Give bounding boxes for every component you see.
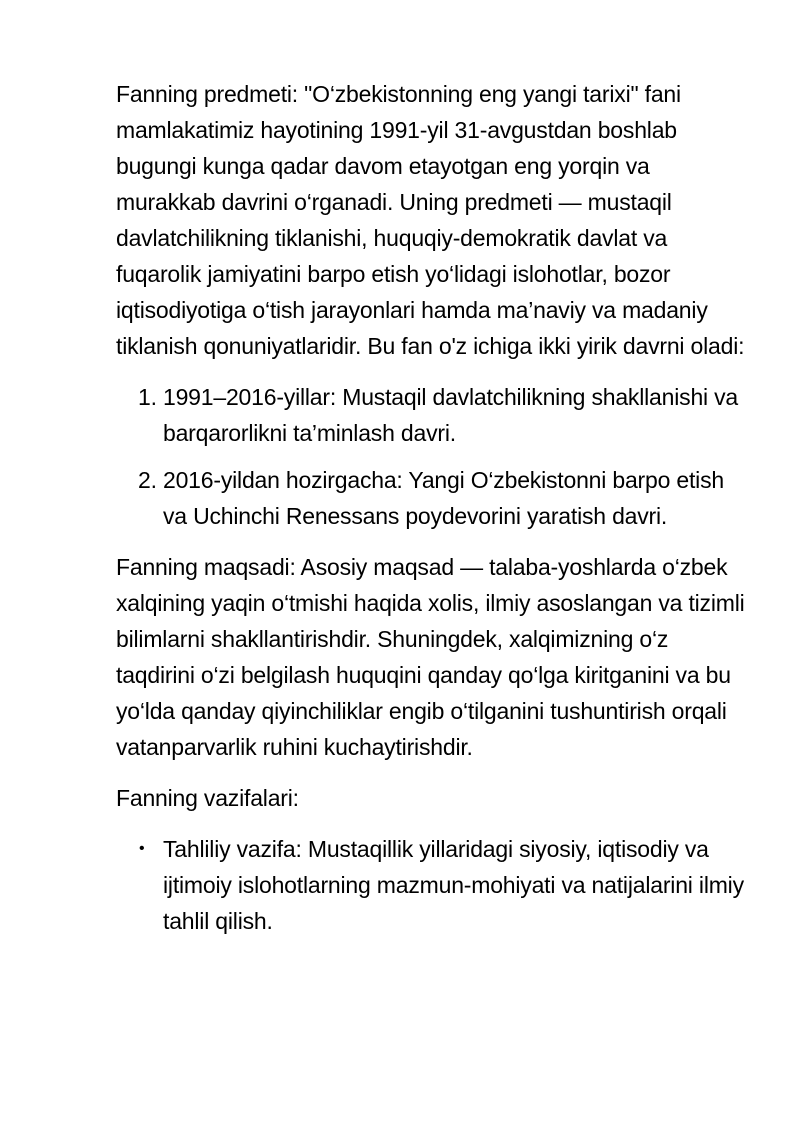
tasks-list: [116, 831, 746, 939]
subject-paragraph: Fanning predmeti: "O‘zbekistonning eng yangi tarixi" fani mamlakatimiz hayotining 1991-yil 31-avgustdan boshlab bugungi kunga qadar davom etayotgan eng yorqin va murakkab davrini o‘rganadi. Uning predmeti — mustaqil davlatchilikning tiklanishi, huquqiy-demokratik davlat va fuqarolik jamiyatini barpo etish yo‘lidagi islohotlar, bozor iqtisodiyotiga o‘tish jarayonlari hamda ma’naviy va madaniy tiklanish qonuniyatlaridir. Bu fan o'z ichiga ikki yirik davrni oladi:: [116, 81, 745, 359]
periods-list: [116, 379, 746, 534]
list-item: [163, 462, 746, 534]
list-item: [163, 379, 746, 451]
list-item-text: Tahliliy vazifa: Mustaqillik yillaridagi siyosiy, iqtisodiy va ijtimoiy islohotlarning mazmun-mohiyati va natijalarini ilmiy tahlil qilish.: [163, 836, 744, 934]
list-item: [139, 831, 746, 939]
goal-paragraph: Fanning maqsadi: Asosiy maqsad — talaba-yoshlarda o‘zbek xalqining yaqin o‘tmishi haqida xolis, ilmiy asoslangan va tizimli bilimlarni shakllantirishdir. Shuningdek, xalqimizning o‘z taqdirini o‘zi belgilash huquqini qanday qo‘lga kiritganini va bu yo‘lda qanday qiyinchiliklar engib o‘tilganini tushuntirish orqali vatanparvarlik ruhini kuchaytirishdir.: [116, 554, 745, 760]
list-item-text: 1991–2016-yillar: Mustaqil davlatchilikning shakllanishi va barqarorlikni ta’minlash davri.: [163, 384, 739, 446]
list-item-text: 2016-yildan hozirgacha: Yangi O‘zbekistonni barpo etish va Uchinchi Renessans poydevorini yaratish davri.: [163, 467, 724, 529]
bullet-icon: •: [139, 840, 145, 857]
document-page: [116, 76, 746, 939]
tasks-heading: Fanning vazifalari:: [116, 785, 299, 811]
